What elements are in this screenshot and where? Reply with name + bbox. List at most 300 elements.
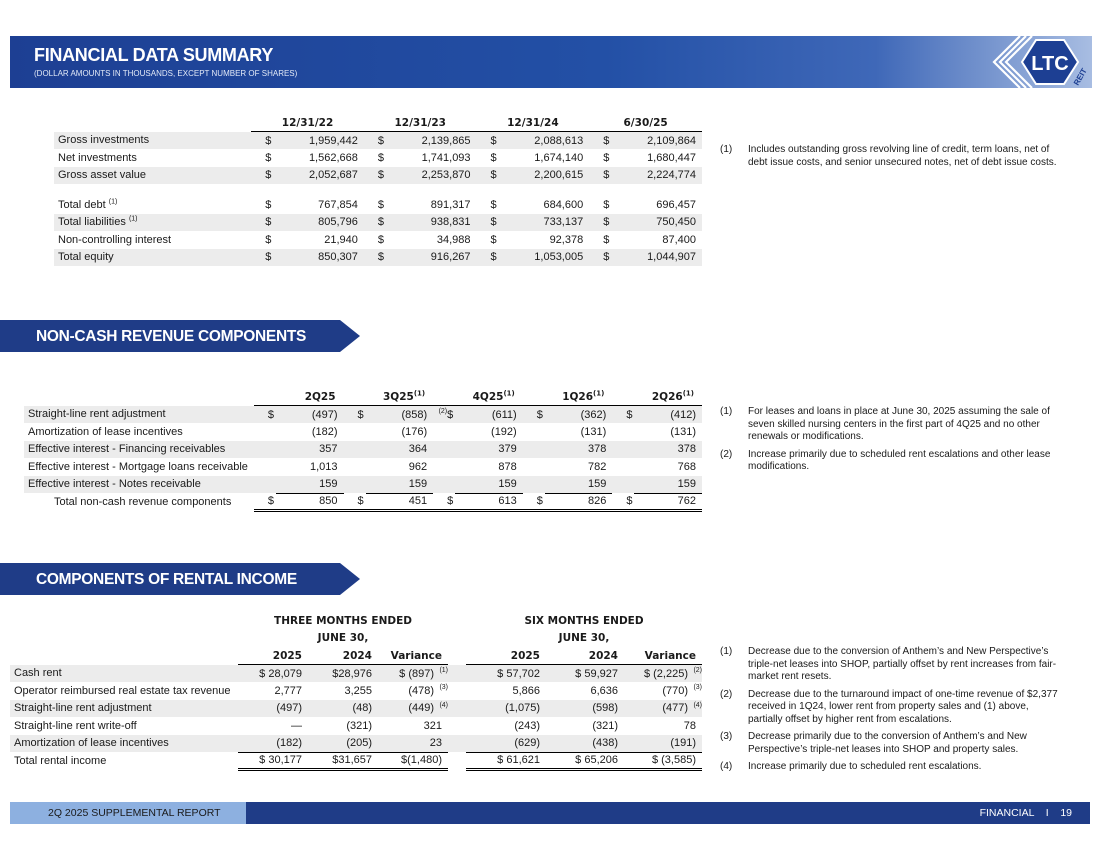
currency-symbol: $ [344,406,366,424]
six-months-header: SIX MONTHS ENDED [524,614,644,627]
value-text: 23 [429,737,442,749]
value-cell: 87,400 [662,233,696,246]
currency-symbol: $ [364,249,388,267]
value-text: (598) [592,702,618,715]
value-cell [634,458,702,476]
value-text: $(1,480) [401,754,442,767]
value-cell: 733,137 [501,214,590,232]
summary-footnotes [720,144,1060,174]
currency-symbol: $ [603,198,610,211]
noncash-col-header [523,388,613,406]
logo-text: LTC [1031,53,1069,75]
value-text: (131) [670,425,696,438]
value-text: 78 [683,719,696,732]
currency-symbol: $ [603,151,610,164]
value-text: 2,777 [274,684,302,697]
row-label [54,231,251,249]
value-cell: 684,600 [543,198,584,211]
value-cell [276,458,344,476]
row-label-text: Total liabilities [58,216,126,229]
currency-symbol [433,423,455,441]
spacer-cell [448,665,466,683]
currency-symbol [254,423,276,441]
currency-symbol [523,476,545,494]
currency-symbol: $ [364,214,388,232]
value-cell [455,476,523,494]
currency-symbol: $ [377,198,384,211]
value-text: 379 [498,443,517,456]
table-row [54,149,702,167]
rental-income-table [10,612,702,771]
value-text: (629) [514,737,540,749]
value-cell [466,717,546,735]
footnote [720,646,1065,684]
value-text: (858) [401,408,428,421]
value-text: (182) [311,425,338,438]
noncash-col-header [612,388,702,406]
value-cell [546,682,624,700]
spacer-cell [448,700,466,718]
row-label: Operator reimbursed real estate tax revenue [14,684,231,697]
row-label-text: Net investments [58,151,137,164]
spacer-cell [448,647,466,665]
table-row [54,214,702,232]
value-cell: 1,044,907 [613,249,702,267]
value-cell [308,682,378,700]
footer-report-name: 2Q 2025 SUPPLEMENTAL REPORT [48,807,221,819]
page-number: 19 [1060,807,1072,819]
value-text: $ (2,225) [643,667,688,680]
currency-symbol: $ [265,198,272,211]
currency-symbol: $ [377,151,384,164]
table-row [10,665,702,683]
value-text: (48) [352,702,372,715]
currency-symbol: $ [344,493,366,511]
value-cell [238,700,308,718]
total-value [308,752,378,770]
value-cell [545,458,613,476]
total-row [10,752,702,770]
footnote-ref: (1) [108,198,118,206]
rental-group-row-2 [10,630,702,648]
value-cell: 2,139,865 [388,132,477,150]
value-cell [546,665,624,683]
table-row [24,406,702,424]
footnote-text: Decrease primarily due to the conversion of Anthem’s and New Perspective’s triple-net leases into SHOP and property sales. [748,731,1027,755]
rental-footnotes [720,646,1065,779]
total-value: 613 [455,493,523,511]
value-text: 6,636 [590,684,618,697]
total-value [378,752,448,770]
value-text: $ 59,927 [575,667,618,680]
col-label: 3Q25 [383,390,414,403]
value-text: (449) [408,702,434,715]
value-cell [308,700,378,718]
currency-symbol: $ [477,249,501,267]
noncash-section-banner [0,320,360,352]
table-row [10,700,702,718]
total-row [24,493,702,511]
footnote-ref: (1) [503,389,515,397]
value-cell: $ (2,225) (2) [624,665,702,683]
value-cell: 891,317 [430,198,471,211]
row-label [54,132,251,150]
spacer-cell [448,682,466,700]
summary-col-header: 6/30/25 [589,114,702,132]
footnote [720,761,1065,774]
value-text: (191) [670,737,696,749]
value-text: (182) [276,737,302,749]
total-value [238,752,308,770]
value-cell [238,682,308,700]
footnote [720,144,1060,169]
row-label [54,149,251,167]
col-label: 4Q25 [472,390,504,403]
value-text: 768 [677,460,696,473]
value-cell: 1,741,093 [421,151,471,164]
row-label-text: Gross investments [58,134,150,147]
value-text: 782 [587,460,607,473]
currency-symbol: $ [377,233,384,246]
value-text: (205) [346,737,372,749]
summary-col-header: 12/31/23 [364,114,477,132]
value-cell [624,717,702,735]
value-cell: 2,224,774 [613,167,702,185]
value-cell [545,476,613,494]
total-label: Total rental income [14,754,107,767]
currency-symbol: $ [265,151,272,164]
rental-col-header: Variance [624,647,702,665]
row-label-text: Gross asset value [58,169,147,182]
currency-symbol [612,458,634,476]
value-text: (321) [346,719,372,732]
currency-symbol: $ [490,198,497,211]
row-label-text: Non-controlling interest [58,233,172,246]
spacer-cell [448,752,466,770]
total-value: 826 [545,493,613,511]
currency-symbol [523,458,545,476]
value-text: — [291,719,302,732]
header-banner [10,36,1092,88]
value-text: 321 [423,719,442,732]
currency-symbol [612,476,634,494]
currency-symbol: $ [254,493,276,511]
value-cell: 21,940 [324,233,358,246]
rental-section-title: COMPONENTS OF RENTAL INCOME [36,571,297,588]
value-cell: (770) (3) [662,684,702,697]
row-label: Cash rent [10,665,238,683]
currency-symbol [523,441,545,459]
value-cell: 1,680,447 [647,151,696,164]
value-cell [308,665,378,683]
value-cell [634,441,702,459]
footnote-text: Increase primarily due to scheduled rent escalations. [748,761,982,772]
table-row [24,423,702,441]
value-text: 364 [408,443,428,456]
row-label: Effective interest - Mortgage loans receivable [28,460,248,473]
row-label: Straight-line rent write-off [14,719,137,732]
value-text: 378 [677,443,696,456]
value-cell [466,682,546,700]
value-cell: 2,052,687 [275,167,364,185]
noncash-header-row [24,388,702,406]
value-cell: 1,562,668 [308,151,358,164]
value-cell [366,476,434,494]
value-text: $ 65,206 [575,754,618,767]
value-cell: 1,959,442 [275,132,364,150]
col-label: 2Q25 [304,390,336,403]
value-cell [276,441,344,459]
rental-header-row [10,647,702,665]
value-cell [366,423,434,441]
value-cell: 850,307 [275,249,364,267]
value-text: (611) [491,408,517,421]
footer-page-info [980,807,1072,819]
table-row [54,196,702,214]
row-label [54,167,251,185]
rental-col-header: 2025 [466,647,546,665]
table-row [10,682,702,700]
value-cell: 2,200,615 [501,167,590,185]
currency-symbol: $ [589,214,613,232]
footnote-number: (3) [720,731,733,742]
value-cell [466,700,546,718]
total-value: 451 [366,493,434,511]
row-label [54,196,251,214]
value-text: (192) [491,425,517,438]
value-cell [276,476,344,494]
currency-symbol: $ [589,249,613,267]
footnote-text: Increase primarily due to scheduled rent escalations and other lease modifications. [748,448,1051,472]
footer-main [246,802,1090,824]
spacer-row [54,184,702,196]
three-months-date: JUNE 30, [317,632,369,645]
value-text: $31,657 [332,754,372,767]
value-cell [276,406,344,424]
currency-symbol [254,441,276,459]
value-text: 159 [677,478,696,490]
currency-symbol: $ [612,406,634,424]
value-text: 378 [587,443,607,456]
value-cell: (477) (4) [624,700,702,718]
value-text: 159 [587,478,607,490]
footnote [720,406,1060,444]
spacer-cell [448,717,466,735]
footnote-ref: (1) [593,389,605,397]
value-cell [378,717,448,735]
currency-symbol: $ [589,167,613,185]
currency-symbol: $ [433,493,455,511]
noncash-col-header [344,388,434,406]
footnote-number: (1) [720,646,733,657]
value-cell: 2,253,870 [388,167,477,185]
value-cell [455,406,523,424]
value-text: 159 [498,478,517,490]
total-value: 762 [634,493,702,511]
currency-symbol: $ [254,406,276,424]
col-label: 2Q26 [651,390,683,403]
value-cell: 92,378 [549,233,584,246]
currency-symbol: $ [603,233,610,246]
value-cell: (478) (3) [408,684,448,697]
value-cell [308,717,378,735]
rental-col-header: 2024 [546,647,624,665]
value-text: (1,075) [505,702,540,715]
currency-symbol: $ [364,167,388,185]
row-label-text: Total debt [58,198,106,211]
summary-col-header: 12/31/22 [251,114,364,132]
page-subtitle: (DOLLAR AMOUNTS IN THOUSANDS, EXCEPT NUMBER OF SHARES) [34,69,298,78]
footnote-number: (2) [720,448,733,460]
row-label: Amortization of lease incentives [28,425,183,438]
currency-symbol [344,476,366,494]
spacer-cell [448,735,466,753]
noncash-section-title: NON-CASH REVENUE COMPONENTS [36,328,307,345]
value-cell [545,441,613,459]
value-text: 962 [408,460,428,473]
value-cell [546,700,624,718]
footnote-text: For leases and loans in place at June 30, 2025 assuming the sale of seven skilled nursing centers in the first part of 4Q25 and no other renewals or modifications. [748,406,1050,442]
rental-col-header: 2024 [308,647,378,665]
table-row [10,717,702,735]
spacer-cell [54,184,702,196]
noncash-footnotes [720,406,1060,479]
value-cell [634,476,702,494]
total-value [466,752,546,770]
table-row [54,249,702,267]
rental-col-header: Variance [378,647,448,665]
value-cell: 1,053,005 [501,249,590,267]
row-label-text: Total equity [58,251,114,264]
value-cell [466,735,546,753]
footnote-text: Includes outstanding gross revolving line of credit, term loans, net of debt issue costs, and senior unsecured notes, net of debt issue costs. [748,144,1057,168]
value-text: (176) [401,425,428,438]
value-text: (131) [580,425,607,438]
footnote-ref: (1) [682,389,694,397]
row-label: Straight-line rent adjustment [24,406,254,424]
six-months-date: JUNE 30, [558,632,610,645]
table-row [10,735,702,753]
value-cell: 696,457 [656,198,696,211]
currency-symbol [612,441,634,459]
value-cell: 767,854 [318,198,358,211]
value-cell [634,423,702,441]
value-text: (362) [580,408,607,421]
financial-summary-table [54,114,702,266]
currency-symbol: $ [251,132,275,150]
value-text: 1,013 [310,460,338,473]
ltc-logo-icon [992,34,1092,106]
rental-col-header: 2025 [238,647,308,665]
currency-symbol: $ [490,151,497,164]
value-cell [238,735,308,753]
currency-symbol: $ [364,132,388,150]
row-label: Straight-line rent adjustment [10,700,238,718]
currency-symbol: $ [251,167,275,185]
value-text: $ (897) [399,667,434,680]
value-cell: 938,831 [388,214,477,232]
value-cell [276,423,344,441]
value-cell: 2,109,864 [613,132,702,150]
total-value [546,752,624,770]
value-text: $28,976 [332,667,372,680]
footnote [720,689,1065,727]
footnote [720,449,1060,474]
currency-symbol: $ [612,493,634,511]
currency-symbol [344,458,366,476]
currency-symbol [433,441,455,459]
total-value: 850 [276,493,344,511]
value-text: (478) [408,684,434,697]
value-text: 878 [498,460,517,473]
value-cell: $ (897) (1) [378,665,448,683]
value-text: (770) [662,684,688,697]
footnote-number: (4) [720,761,733,772]
value-text: (497) [311,408,338,421]
row-label [54,214,251,232]
currency-symbol [612,423,634,441]
currency-symbol [254,476,276,494]
value-cell [366,458,434,476]
footer-section: FINANCIAL [979,807,1035,819]
row-label: Effective interest - Financing receivables [24,441,254,459]
value-text: (497) [276,702,302,715]
value-text: (321) [592,719,618,732]
value-cell: (449) (4) [378,700,448,718]
currency-symbol: $ [265,233,272,246]
value-cell [455,458,523,476]
value-cell [366,441,434,459]
footnote-text: Decrease due to the turnaround impact of one-time revenue of $2,377 received in 1Q24, lower rent from property sales and (1) above, partially offset by higher rent from escalations. [748,688,1058,725]
row-label [54,249,251,267]
value-cell: 750,450 [613,214,702,232]
value-text: 357 [319,443,338,456]
value-cell [308,735,378,753]
currency-symbol [344,441,366,459]
summary-header-row [54,114,702,132]
value-cell [366,406,434,424]
value-cell [624,735,702,753]
currency-symbol: $ [477,132,501,150]
value-cell: 805,796 [275,214,364,232]
value-cell [238,665,308,683]
rental-group-row-1 [10,612,702,630]
value-cell [455,441,523,459]
currency-symbol [344,423,366,441]
value-text: $ 57,702 [497,667,540,680]
currency-symbol: $ [523,406,545,424]
value-cell: 34,988 [436,233,471,246]
currency-symbol: $ [490,233,497,246]
total-value [624,752,702,770]
footnote-ref: (1) [413,389,426,397]
footer-divider: I [1045,807,1049,819]
footnote-ref: (1) [128,215,138,223]
value-text: $ 61,621 [497,754,540,767]
value-cell [545,423,613,441]
table-row [54,167,702,185]
currency-symbol [433,458,455,476]
value-text: $ 30,177 [259,754,302,767]
value-text: 159 [319,478,338,490]
value-text: 3,255 [344,684,372,697]
rental-section-banner [0,563,360,595]
value-text: (243) [514,719,540,732]
currency-symbol: $ [589,132,613,150]
table-row [24,441,702,459]
value-cell [546,717,624,735]
table-row [54,132,702,150]
